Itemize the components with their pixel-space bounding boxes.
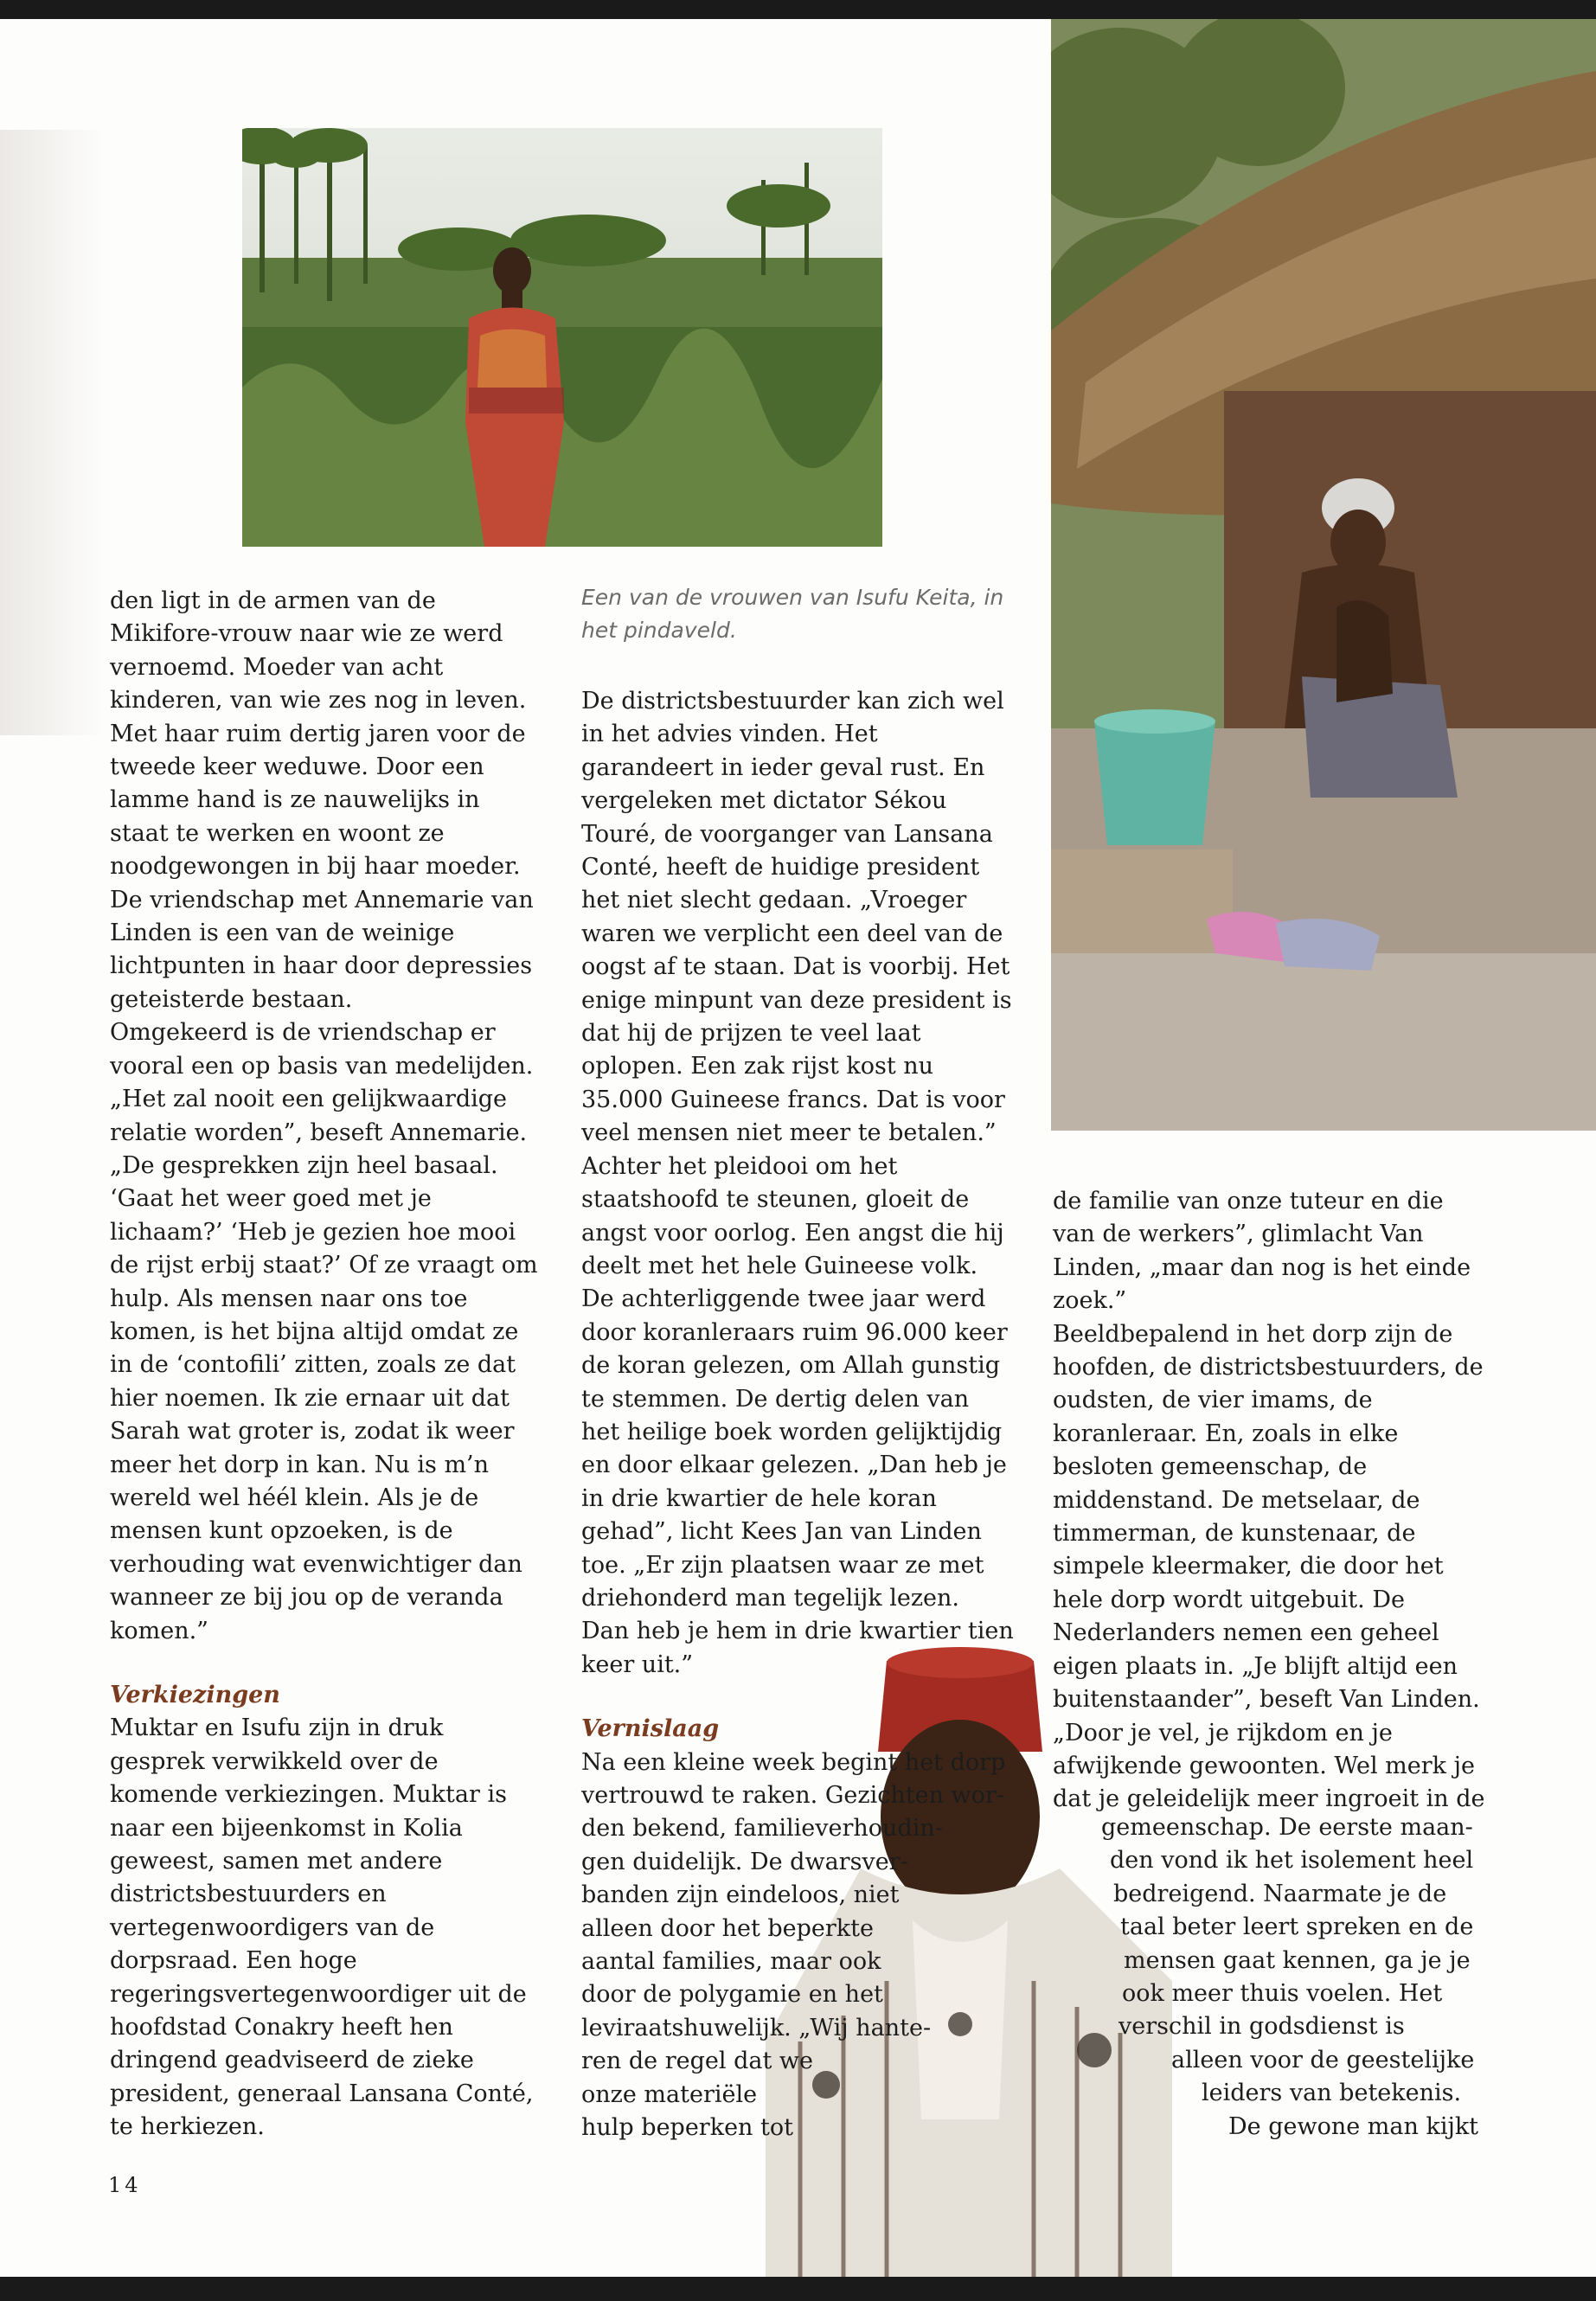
text-line: Na een kleine week begint het dorp: [581, 1748, 1006, 1776]
text-line: door de polygamie en het: [581, 1981, 883, 2009]
text-line: vertrouwd te raken. Gezichten wor-: [581, 1782, 1004, 1809]
teal-bucket: [1094, 709, 1215, 845]
text-line: alleen voor de geestelijke: [1171, 2046, 1475, 2073]
bottom-border: [0, 2277, 1596, 2301]
text-line: banden zijn eindeloos, niet: [581, 1881, 900, 1909]
text-line: bedreigend. Naarmate je de: [1113, 1880, 1447, 1907]
paragraph-1: de familie van onze tuteur en die van de werkers”, glimlacht Van Linden, „maar dan nog is het einde zoek.”: [1053, 1188, 1471, 1315]
paragraph-1: den ligt in de armen van de Mikifore-vrouw naar wie ze werd vernoemd. Moeder van acht kinderen, van wie zes nog in leven. Met haar ruim dertig jaren voor de tweede keer weduwe. Door een lamme hand is ze nauwelijks in staat te werken en woont ze noodgewongen in bij haar moeder. De vriendschap met Annemarie van Linden is een van de weinige lichtpunten in haar door depressies geteisterde bestaan.: [110, 587, 534, 1013]
text-line: ren de regel dat we: [581, 2048, 813, 2075]
text-line: aantal families, maar ook: [581, 1948, 881, 1976]
text-line: leiders van betekenis.: [1202, 2080, 1462, 2107]
section-heading-verkiezingen: Verkiezingen: [110, 1682, 280, 1708]
column-right: [1053, 1185, 1485, 1817]
text-line: De gewone man kijkt: [1228, 2112, 1479, 2140]
paragraph-2: Achter het pleidooi om het staatshoofd te steunen, gloeit de angst voor oorlog. Een angst die hij deelt met het hele Guineese volk. De achterliggende twee jaar werd door koranleraars ruim 96.000 keer de koran gelezen, om Allah gunstig te stemmen. De dertig delen van het heilige boek worden gelijktijdig en door elkaar gelezen. „Dan heb je in drie kwartier de hele koran gehad”, licht Kees Jan van Linden toe. „Er zijn plaatsen waar ze met driehonderd man tegelijk lezen. Dan heb je hem in drie kwartier tien keer uit.”: [581, 1152, 1014, 1678]
field-illustration: [242, 128, 882, 547]
column-left: [110, 585, 540, 2144]
column-middle: [581, 685, 1014, 2144]
photo-caption: Een van de vrouwen van Isufu Keita, in het pindaveld.: [581, 585, 1004, 643]
section-heading-vernislaag: Vernislaag: [581, 1715, 720, 1743]
paragraph-2: Omgekeerd is de vriendschap er vooral een op basis van medelijden. „Het zal nooit een gelijkwaardige relatie worden”, beseft Annemarie. „De gesprekken zijn heel basaal. ‘Gaat het weer goed met je lichaam?’ ‘Heb je gezien hoe mooi de rijst erbij staat?’ Of ze vraagt om hulp. Als mensen naar ons toe komen, is het bijna altijd omdat ze in de ‘contofili’ zitten, zoals ze dat hier noemen. Ik zie ernaar uit dat Sarah wat groter is, zodat ik weer meer het dorp in kan. Nu is m’n wereld wel héél klein. Als je de mensen kunt opzoeken, is de verhouding wat evenwichtiger dan wanneer ze bij jou op de veranda komen.”: [110, 1019, 538, 1644]
paragraph-2: Beeldbepalend in het dorp zijn de hoofden, de districtsbestuurders, de oudsten, de vier imams, de koranleraar. En, zoals in elke besloten gemeenschap, de middenstand. De metselaar, de timmerman, de kunstenaar, de simpele kleermaker, die door het hele dorp wordt uitgebuit. De Nederlanders nemen een geheel eigen plaats in. „Je blijft altijd een buitenstaander”, beseft Van Linden. „Door je vel, je rijkdom en je afwijkende gewoonten. Wel merk je dat je geleidelijk meer ingroeit in de: [1053, 1320, 1485, 1813]
text-line: ook meer thuis voelen. Het: [1122, 1980, 1443, 2008]
text-line: verschil in godsdienst is: [1118, 2013, 1405, 2041]
photo-woman-in-field: [242, 128, 882, 547]
text-line: onze materiële: [581, 2080, 758, 2108]
page-number: 14: [108, 2173, 142, 2197]
text-line: den vond ik het isolement heel: [1110, 1847, 1474, 1875]
text-line: taal beter leert spreken en de: [1120, 1913, 1474, 1941]
hut-illustration: [1051, 19, 1596, 1131]
text-line: gemeenschap. De eerste maan-: [1101, 1814, 1473, 1841]
photo-woman-by-hut: [1051, 19, 1596, 1131]
text-line: den bekend, familieverhoudin-: [581, 1815, 943, 1843]
wrapped-paragraph: [581, 1747, 1014, 2145]
paragraph-1: De districtsbestuurder kan zich wel in het advies vinden. Het garandeert in ieder geval rust. En vergeleken met dictator Sékou Touré, de voorganger van Lansana Conté, heeft de huidige president het niet slecht gedaan. „Vroeger waren we verplicht een deel van de oogst af te staan. Dat is voorbij. Het enige minpunt van deze president is dat hij de prijzen te veel laat oplopen. Een zak rijst kost nu 35.000 Guineese francs. Dat is voor veel mensen niet meer te betalen.”: [581, 688, 1012, 1147]
top-border: [0, 0, 1596, 19]
paragraph-3: Muktar en Isufu zijn in druk gesprek verwikkeld over de komende verkiezingen. Muktar is naar een bijeenkomst in Kolia geweest, samen met andere districtsbestuurders en vertegenwoordigers van de dorpsraad. Een hoge regeringsvertegenwoordiger uit de hoofdstad Conakry heeft hen dringend geadviseerd de zieke president, generaal Lansana Conté, te herkiezen.: [110, 1715, 534, 2141]
text-line: hulp beperken tot: [581, 2114, 793, 2142]
column-right-wrapped: [1053, 1811, 1503, 2144]
text-line: mensen gaat kennen, ga je je: [1124, 1946, 1471, 1974]
text-line: alleen door het beperkte: [581, 1914, 875, 1942]
text-line: gen duidelijk. De dwarsver-: [581, 1848, 908, 1875]
text-line: leviraatshuwelijk. „Wij hante-: [581, 2014, 932, 2041]
faded-edge-image: [0, 130, 104, 735]
